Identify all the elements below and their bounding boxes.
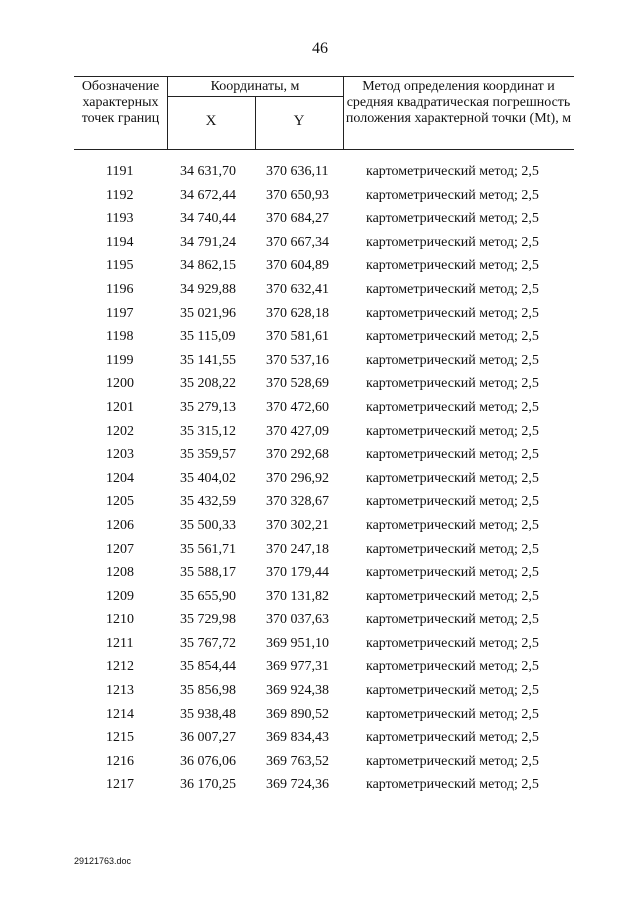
point-id-cell: 1216 [106, 753, 134, 769]
table-row [74, 657, 574, 681]
point-id-cell: 1203 [106, 447, 134, 463]
point-id-cell: 1191 [106, 164, 134, 179]
header-x-column: X [205, 113, 217, 129]
y-coordinate-cell: 369 724,36 [266, 777, 329, 793]
y-coordinate-cell: 370 302,21 [266, 517, 329, 533]
x-coordinate-cell: 35 655,90 [180, 588, 236, 604]
x-coordinate-cell: 35 854,44 [180, 659, 236, 675]
y-coordinate-cell: 370 684,27 [266, 211, 329, 227]
table-row [74, 634, 574, 658]
table-row [74, 422, 574, 446]
method-cell: картометрический метод; 2,5 [366, 753, 539, 769]
method-cell: картометрический метод; 2,5 [366, 423, 539, 439]
method-cell: картометрический метод; 2,5 [366, 305, 539, 321]
x-coordinate-cell: 34 672,44 [180, 187, 236, 203]
method-cell: картометрический метод; 2,5 [366, 234, 539, 250]
x-coordinate-cell: 34 862,15 [180, 258, 236, 274]
method-cell: картометрический метод; 2,5 [366, 659, 539, 675]
method-cell: картометрический метод; 2,5 [366, 329, 539, 345]
y-coordinate-cell: 370 537,16 [266, 352, 329, 368]
method-cell: картометрический метод; 2,5 [366, 376, 539, 392]
method-cell: картометрический метод; 2,5 [366, 281, 539, 297]
method-cell: картометрический метод; 2,5 [366, 494, 539, 510]
header-method-column: Метод определения координат и средняя квадратическая погрешность положения характерной точки (Mt), м [345, 79, 572, 126]
x-coordinate-cell: 35 404,02 [180, 470, 236, 486]
table-row [74, 209, 574, 233]
y-coordinate-cell: 370 650,93 [266, 187, 329, 203]
y-coordinate-cell: 370 328,67 [266, 494, 329, 510]
point-id-cell: 1209 [106, 588, 134, 604]
table-header [74, 76, 574, 150]
x-coordinate-cell: 35 561,71 [180, 541, 236, 557]
point-id-cell: 1214 [106, 706, 134, 722]
x-coordinate-cell: 35 208,22 [180, 376, 236, 392]
x-coordinate-cell: 35 729,98 [180, 612, 236, 628]
header-y-column: Y [293, 113, 305, 129]
table-row [74, 280, 574, 304]
point-id-cell: 1217 [106, 777, 134, 793]
x-coordinate-cell: 36 007,27 [180, 730, 236, 746]
y-coordinate-cell: 369 977,31 [266, 659, 329, 675]
method-cell: картометрический метод; 2,5 [366, 258, 539, 274]
x-coordinate-cell: 34 791,24 [180, 234, 236, 250]
point-id-cell: 1192 [106, 187, 134, 203]
table-row [74, 469, 574, 493]
point-id-cell: 1197 [106, 305, 134, 321]
point-id-cell: 1195 [106, 258, 134, 274]
y-coordinate-cell: 370 247,18 [266, 541, 329, 557]
point-id-cell: 1198 [106, 329, 134, 345]
point-id-cell: 1206 [106, 517, 134, 533]
table-row [74, 327, 574, 351]
y-coordinate-cell: 370 296,92 [266, 470, 329, 486]
method-cell: картометрический метод; 2,5 [366, 352, 539, 368]
x-coordinate-cell: 34 929,88 [180, 281, 236, 297]
y-coordinate-cell: 370 179,44 [266, 565, 329, 581]
y-coordinate-cell: 370 528,69 [266, 376, 329, 392]
point-id-cell: 1207 [106, 541, 134, 557]
method-cell: картометрический метод; 2,5 [366, 588, 539, 604]
y-coordinate-cell: 369 890,52 [266, 706, 329, 722]
x-coordinate-cell: 35 115,09 [180, 329, 236, 345]
method-cell: картометрический метод; 2,5 [366, 706, 539, 722]
table-row [74, 681, 574, 705]
y-coordinate-cell: 369 834,43 [266, 730, 329, 746]
header-coords-column: Координаты, м [210, 79, 300, 94]
x-coordinate-cell: 35 767,72 [180, 635, 236, 651]
method-cell: картометрический метод; 2,5 [366, 565, 539, 581]
table-row [74, 351, 574, 375]
footer-filename: 29121763.doc [74, 856, 132, 866]
point-id-cell: 1193 [106, 211, 134, 227]
table-row [74, 540, 574, 564]
x-coordinate-cell: 35 021,96 [180, 305, 236, 321]
point-id-cell: 1212 [106, 659, 134, 675]
table-row [74, 233, 574, 257]
table-row [74, 705, 574, 729]
x-coordinate-cell: 35 938,48 [180, 706, 236, 722]
point-id-cell: 1196 [106, 281, 134, 297]
table-row [74, 162, 574, 186]
x-coordinate-cell: 34 631,70 [180, 164, 236, 179]
point-id-cell: 1213 [106, 683, 134, 699]
y-coordinate-cell: 369 924,38 [266, 683, 329, 699]
point-id-cell: 1215 [106, 730, 134, 746]
header-name-column: Обозначение характерных точек границ [81, 79, 160, 126]
table-row [74, 563, 574, 587]
point-id-cell: 1208 [106, 565, 134, 581]
method-cell: картометрический метод; 2,5 [366, 635, 539, 651]
method-cell: картометрический метод; 2,5 [366, 211, 539, 227]
point-id-cell: 1204 [106, 470, 134, 486]
point-id-cell: 1202 [106, 423, 134, 439]
y-coordinate-cell: 370 472,60 [266, 399, 329, 415]
table-row [74, 610, 574, 634]
method-cell: картометрический метод; 2,5 [366, 187, 539, 203]
x-coordinate-cell: 35 141,55 [180, 352, 236, 368]
point-id-cell: 1210 [106, 612, 134, 628]
y-coordinate-cell: 370 604,89 [266, 258, 329, 274]
y-coordinate-cell: 369 763,52 [266, 753, 329, 769]
x-coordinate-cell: 36 170,25 [180, 777, 236, 793]
point-id-cell: 1205 [106, 494, 134, 510]
y-coordinate-cell: 370 628,18 [266, 305, 329, 321]
method-cell: картометрический метод; 2,5 [366, 730, 539, 746]
table-row [74, 256, 574, 280]
y-coordinate-cell: 369 951,10 [266, 635, 329, 651]
table-row [74, 775, 574, 799]
y-coordinate-cell: 370 037,63 [266, 612, 329, 628]
x-coordinate-cell: 35 315,12 [180, 423, 236, 439]
x-coordinate-cell: 35 588,17 [180, 565, 236, 581]
y-coordinate-cell: 370 632,41 [266, 281, 329, 297]
method-cell: картометрический метод; 2,5 [366, 517, 539, 533]
point-id-cell: 1201 [106, 399, 134, 415]
table-row [74, 728, 574, 752]
header-divider [167, 96, 343, 97]
method-cell: картометрический метод; 2,5 [366, 447, 539, 463]
table-row [74, 516, 574, 540]
x-coordinate-cell: 36 076,06 [180, 753, 236, 769]
table-row [74, 587, 574, 611]
table-body [74, 162, 574, 799]
method-cell: картометрический метод; 2,5 [366, 541, 539, 557]
page-number: 46 [312, 40, 328, 57]
y-coordinate-cell: 370 131,82 [266, 588, 329, 604]
y-coordinate-cell: 370 581,61 [266, 329, 329, 345]
x-coordinate-cell: 35 500,33 [180, 517, 236, 533]
x-coordinate-cell: 34 740,44 [180, 211, 236, 227]
method-cell: картометрический метод; 2,5 [366, 683, 539, 699]
point-id-cell: 1199 [106, 352, 134, 368]
method-cell: картометрический метод; 2,5 [366, 612, 539, 628]
x-coordinate-cell: 35 279,13 [180, 399, 236, 415]
x-coordinate-cell: 35 856,98 [180, 683, 236, 699]
table-row [74, 304, 574, 328]
table-row [74, 186, 574, 210]
x-coordinate-cell: 35 432,59 [180, 494, 236, 510]
method-cell: картометрический метод; 2,5 [366, 399, 539, 415]
method-cell: картометрический метод; 2,5 [366, 470, 539, 486]
x-coordinate-cell: 35 359,57 [180, 447, 236, 463]
point-id-cell: 1194 [106, 234, 134, 250]
table-row [74, 398, 574, 422]
y-coordinate-cell: 370 292,68 [266, 447, 329, 463]
point-id-cell: 1211 [106, 635, 134, 651]
table-row [74, 752, 574, 776]
table-row [74, 492, 574, 516]
table-row [74, 445, 574, 469]
table-row [74, 374, 574, 398]
point-id-cell: 1200 [106, 376, 134, 392]
y-coordinate-cell: 370 427,09 [266, 423, 329, 439]
method-cell: картометрический метод; 2,5 [366, 164, 539, 179]
method-cell: картометрический метод; 2,5 [366, 777, 539, 793]
y-coordinate-cell: 370 667,34 [266, 234, 329, 250]
y-coordinate-cell: 370 636,11 [266, 164, 329, 179]
